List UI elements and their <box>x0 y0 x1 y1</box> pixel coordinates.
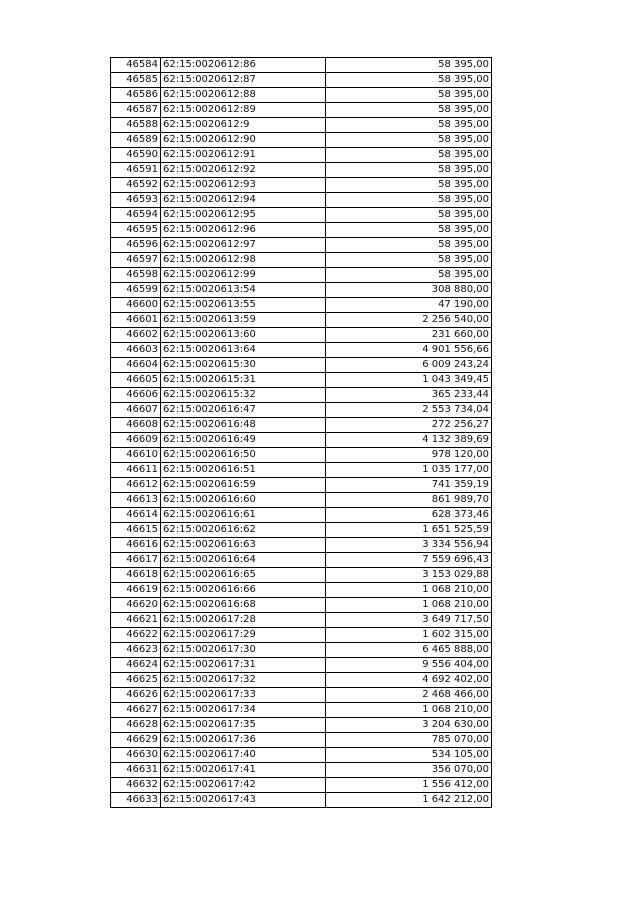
cadastral-value-table <box>110 57 492 808</box>
table-row <box>111 523 492 538</box>
cadastral-number-cell: 62:15:0020617:29 <box>161 628 326 643</box>
cadastral-value-cell: 1 651 525,59 <box>326 523 492 538</box>
table-row <box>111 298 492 313</box>
table-row <box>111 538 492 553</box>
cadastral-number-cell: 62:15:0020617:43 <box>161 793 326 808</box>
table-row <box>111 718 492 733</box>
cadastral-value-cell: 1 068 210,00 <box>326 598 492 613</box>
cadastral-number-cell: 62:15:0020617:33 <box>161 688 326 703</box>
row-number-cell: 46591 <box>111 163 161 178</box>
cadastral-number-cell: 62:15:0020612:97 <box>161 238 326 253</box>
cadastral-value-cell: 3 204 630,00 <box>326 718 492 733</box>
cadastral-value-cell: 58 395,00 <box>326 208 492 223</box>
cadastral-value-cell: 2 256 540,00 <box>326 313 492 328</box>
cadastral-number-cell: 62:15:0020615:32 <box>161 388 326 403</box>
cadastral-value-cell: 58 395,00 <box>326 268 492 283</box>
cadastral-value-cell: 58 395,00 <box>326 253 492 268</box>
cadastral-number-cell: 62:15:0020615:31 <box>161 373 326 388</box>
cadastral-value-cell: 1 602 315,00 <box>326 628 492 643</box>
cadastral-number-cell: 62:15:0020617:40 <box>161 748 326 763</box>
row-number-cell: 46617 <box>111 553 161 568</box>
table-row <box>111 568 492 583</box>
row-number-cell: 46610 <box>111 448 161 463</box>
table-row <box>111 778 492 793</box>
cadastral-number-cell: 62:15:0020617:36 <box>161 733 326 748</box>
row-number-cell: 46607 <box>111 403 161 418</box>
row-number-cell: 46631 <box>111 763 161 778</box>
cadastral-number-cell: 62:15:0020612:92 <box>161 163 326 178</box>
row-number-cell: 46629 <box>111 733 161 748</box>
row-number-cell: 46601 <box>111 313 161 328</box>
cadastral-number-cell: 62:15:0020613:64 <box>161 343 326 358</box>
cadastral-value-cell: 978 120,00 <box>326 448 492 463</box>
cadastral-value-cell: 785 070,00 <box>326 733 492 748</box>
row-number-cell: 46602 <box>111 328 161 343</box>
cadastral-number-cell: 62:15:0020613:59 <box>161 313 326 328</box>
row-number-cell: 46606 <box>111 388 161 403</box>
table-row <box>111 748 492 763</box>
cadastral-number-cell: 62:15:0020616:61 <box>161 508 326 523</box>
table-row <box>111 793 492 808</box>
cadastral-number-cell: 62:15:0020612:91 <box>161 148 326 163</box>
cadastral-value-cell: 58 395,00 <box>326 73 492 88</box>
table-row <box>111 493 492 508</box>
cadastral-number-cell: 62:15:0020617:34 <box>161 703 326 718</box>
table-row <box>111 553 492 568</box>
cadastral-value-cell: 58 395,00 <box>326 178 492 193</box>
cadastral-value-cell: 7 559 696,43 <box>326 553 492 568</box>
cadastral-value-cell: 2 553 734,04 <box>326 403 492 418</box>
cadastral-number-cell: 62:15:0020612:94 <box>161 193 326 208</box>
cadastral-number-cell: 62:15:0020612:96 <box>161 223 326 238</box>
cadastral-number-cell: 62:15:0020613:60 <box>161 328 326 343</box>
cadastral-number-cell: 62:15:0020617:28 <box>161 613 326 628</box>
cadastral-number-cell: 62:15:0020612:98 <box>161 253 326 268</box>
cadastral-number-cell: 62:15:0020612:99 <box>161 268 326 283</box>
cadastral-number-cell: 62:15:0020617:32 <box>161 673 326 688</box>
cadastral-value-cell: 4 132 389,69 <box>326 433 492 448</box>
row-number-cell: 46624 <box>111 658 161 673</box>
cadastral-value-cell: 1 556 412,00 <box>326 778 492 793</box>
row-number-cell: 46593 <box>111 193 161 208</box>
row-number-cell: 46612 <box>111 478 161 493</box>
row-number-cell: 46632 <box>111 778 161 793</box>
cadastral-value-cell: 308 880,00 <box>326 283 492 298</box>
table-row <box>111 658 492 673</box>
row-number-cell: 46587 <box>111 103 161 118</box>
cadastral-number-cell: 62:15:0020616:65 <box>161 568 326 583</box>
cadastral-number-cell: 62:15:0020616:59 <box>161 478 326 493</box>
cadastral-number-cell: 62:15:0020616:68 <box>161 598 326 613</box>
row-number-cell: 46597 <box>111 253 161 268</box>
table-row <box>111 688 492 703</box>
cadastral-value-cell: 58 395,00 <box>326 88 492 103</box>
table-row <box>111 223 492 238</box>
row-number-cell: 46623 <box>111 643 161 658</box>
cadastral-value-cell: 58 395,00 <box>326 223 492 238</box>
cadastral-number-cell: 62:15:0020613:54 <box>161 283 326 298</box>
row-number-cell: 46619 <box>111 583 161 598</box>
cadastral-value-cell: 58 395,00 <box>326 58 492 73</box>
cadastral-number-cell: 62:15:0020612:86 <box>161 58 326 73</box>
table-row <box>111 763 492 778</box>
row-number-cell: 46605 <box>111 373 161 388</box>
row-number-cell: 46630 <box>111 748 161 763</box>
table-row <box>111 583 492 598</box>
cadastral-number-cell: 62:15:0020616:66 <box>161 583 326 598</box>
row-number-cell: 46589 <box>111 133 161 148</box>
row-number-cell: 46604 <box>111 358 161 373</box>
row-number-cell: 46613 <box>111 493 161 508</box>
table-row <box>111 343 492 358</box>
table-row <box>111 193 492 208</box>
row-number-cell: 46590 <box>111 148 161 163</box>
row-number-cell: 46626 <box>111 688 161 703</box>
table-row <box>111 463 492 478</box>
cadastral-value-cell: 628 373,46 <box>326 508 492 523</box>
cadastral-number-cell: 62:15:0020616:48 <box>161 418 326 433</box>
cadastral-value-cell: 58 395,00 <box>326 193 492 208</box>
table-row <box>111 388 492 403</box>
cadastral-value-cell: 1 068 210,00 <box>326 583 492 598</box>
table-row <box>111 178 492 193</box>
cadastral-value-cell: 534 105,00 <box>326 748 492 763</box>
row-number-cell: 46627 <box>111 703 161 718</box>
table-row <box>111 373 492 388</box>
table-row <box>111 478 492 493</box>
cadastral-number-cell: 62:15:0020616:63 <box>161 538 326 553</box>
cadastral-number-cell: 62:15:0020612:87 <box>161 73 326 88</box>
row-number-cell: 46600 <box>111 298 161 313</box>
cadastral-value-cell: 47 190,00 <box>326 298 492 313</box>
table-row <box>111 403 492 418</box>
cadastral-number-cell: 62:15:0020616:50 <box>161 448 326 463</box>
table-row <box>111 163 492 178</box>
cadastral-value-cell: 4 901 556,66 <box>326 343 492 358</box>
row-number-cell: 46615 <box>111 523 161 538</box>
table-row <box>111 598 492 613</box>
row-number-cell: 46633 <box>111 793 161 808</box>
cadastral-number-cell: 62:15:0020615:30 <box>161 358 326 373</box>
cadastral-number-cell: 62:15:0020612:88 <box>161 88 326 103</box>
row-number-cell: 46595 <box>111 223 161 238</box>
cadastral-value-cell: 1 035 177,00 <box>326 463 492 478</box>
table-row <box>111 253 492 268</box>
row-number-cell: 46611 <box>111 463 161 478</box>
table-row <box>111 733 492 748</box>
table-row <box>111 673 492 688</box>
table-row <box>111 433 492 448</box>
cadastral-number-cell: 62:15:0020612:9 <box>161 118 326 133</box>
cadastral-number-cell: 62:15:0020616:60 <box>161 493 326 508</box>
cadastral-value-cell: 272 256,27 <box>326 418 492 433</box>
row-number-cell: 46609 <box>111 433 161 448</box>
row-number-cell: 46621 <box>111 613 161 628</box>
table-row <box>111 613 492 628</box>
cadastral-number-cell: 62:15:0020617:35 <box>161 718 326 733</box>
cadastral-value-cell: 3 649 717,50 <box>326 613 492 628</box>
cadastral-value-cell: 9 556 404,00 <box>326 658 492 673</box>
cadastral-value-cell: 58 395,00 <box>326 148 492 163</box>
table-row <box>111 238 492 253</box>
cadastral-number-cell: 62:15:0020617:30 <box>161 643 326 658</box>
cadastral-number-cell: 62:15:0020617:31 <box>161 658 326 673</box>
cadastral-number-cell: 62:15:0020612:93 <box>161 178 326 193</box>
cadastral-number-cell: 62:15:0020616:62 <box>161 523 326 538</box>
row-number-cell: 46608 <box>111 418 161 433</box>
cadastral-number-cell: 62:15:0020613:55 <box>161 298 326 313</box>
cadastral-value-cell: 3 334 556,94 <box>326 538 492 553</box>
cadastral-value-cell: 58 395,00 <box>326 133 492 148</box>
row-number-cell: 46625 <box>111 673 161 688</box>
cadastral-value-cell: 58 395,00 <box>326 163 492 178</box>
row-number-cell: 46592 <box>111 178 161 193</box>
table-row <box>111 448 492 463</box>
table-row <box>111 283 492 298</box>
row-number-cell: 46628 <box>111 718 161 733</box>
table-row <box>111 358 492 373</box>
cadastral-value-cell: 58 395,00 <box>326 118 492 133</box>
row-number-cell: 46614 <box>111 508 161 523</box>
cadastral-value-cell: 1 642 212,00 <box>326 793 492 808</box>
table-row <box>111 703 492 718</box>
cadastral-value-cell: 861 989,70 <box>326 493 492 508</box>
row-number-cell: 46588 <box>111 118 161 133</box>
cadastral-number-cell: 62:15:0020612:90 <box>161 133 326 148</box>
table-row <box>111 103 492 118</box>
row-number-cell: 46603 <box>111 343 161 358</box>
row-number-cell: 46584 <box>111 58 161 73</box>
row-number-cell: 46596 <box>111 238 161 253</box>
table-row <box>111 73 492 88</box>
cadastral-value-cell: 1 043 349,45 <box>326 373 492 388</box>
cadastral-number-cell: 62:15:0020616:49 <box>161 433 326 448</box>
table-row <box>111 133 492 148</box>
row-number-cell: 46599 <box>111 283 161 298</box>
cadastral-value-cell: 365 233,44 <box>326 388 492 403</box>
cadastral-number-cell: 62:15:0020616:51 <box>161 463 326 478</box>
cadastral-value-cell: 1 068 210,00 <box>326 703 492 718</box>
table-row <box>111 508 492 523</box>
cadastral-value-cell: 741 359,19 <box>326 478 492 493</box>
cadastral-number-cell: 62:15:0020617:41 <box>161 763 326 778</box>
table-row <box>111 418 492 433</box>
row-number-cell: 46585 <box>111 73 161 88</box>
table-row <box>111 268 492 283</box>
cadastral-number-cell: 62:15:0020612:89 <box>161 103 326 118</box>
cadastral-number-cell: 62:15:0020612:95 <box>161 208 326 223</box>
row-number-cell: 46618 <box>111 568 161 583</box>
row-number-cell: 46598 <box>111 268 161 283</box>
cadastral-value-cell: 356 070,00 <box>326 763 492 778</box>
cadastral-value-cell: 6 009 243,24 <box>326 358 492 373</box>
cadastral-value-cell: 6 465 888,00 <box>326 643 492 658</box>
table-row <box>111 58 492 73</box>
cadastral-value-cell: 231 660,00 <box>326 328 492 343</box>
table-row <box>111 313 492 328</box>
table-row <box>111 148 492 163</box>
row-number-cell: 46616 <box>111 538 161 553</box>
table-row <box>111 208 492 223</box>
cadastral-value-cell: 58 395,00 <box>326 238 492 253</box>
table-row <box>111 118 492 133</box>
cadastral-value-cell: 2 468 466,00 <box>326 688 492 703</box>
row-number-cell: 46594 <box>111 208 161 223</box>
cadastral-number-cell: 62:15:0020617:42 <box>161 778 326 793</box>
table-row <box>111 643 492 658</box>
cadastral-value-cell: 58 395,00 <box>326 103 492 118</box>
cadastral-number-cell: 62:15:0020616:47 <box>161 403 326 418</box>
row-number-cell: 46620 <box>111 598 161 613</box>
row-number-cell: 46622 <box>111 628 161 643</box>
row-number-cell: 46586 <box>111 88 161 103</box>
table-row <box>111 328 492 343</box>
table-row <box>111 88 492 103</box>
table-row <box>111 628 492 643</box>
table-body <box>111 58 492 808</box>
cadastral-number-cell: 62:15:0020616:64 <box>161 553 326 568</box>
cadastral-value-cell: 3 153 029,88 <box>326 568 492 583</box>
cadastral-value-cell: 4 692 402,00 <box>326 673 492 688</box>
